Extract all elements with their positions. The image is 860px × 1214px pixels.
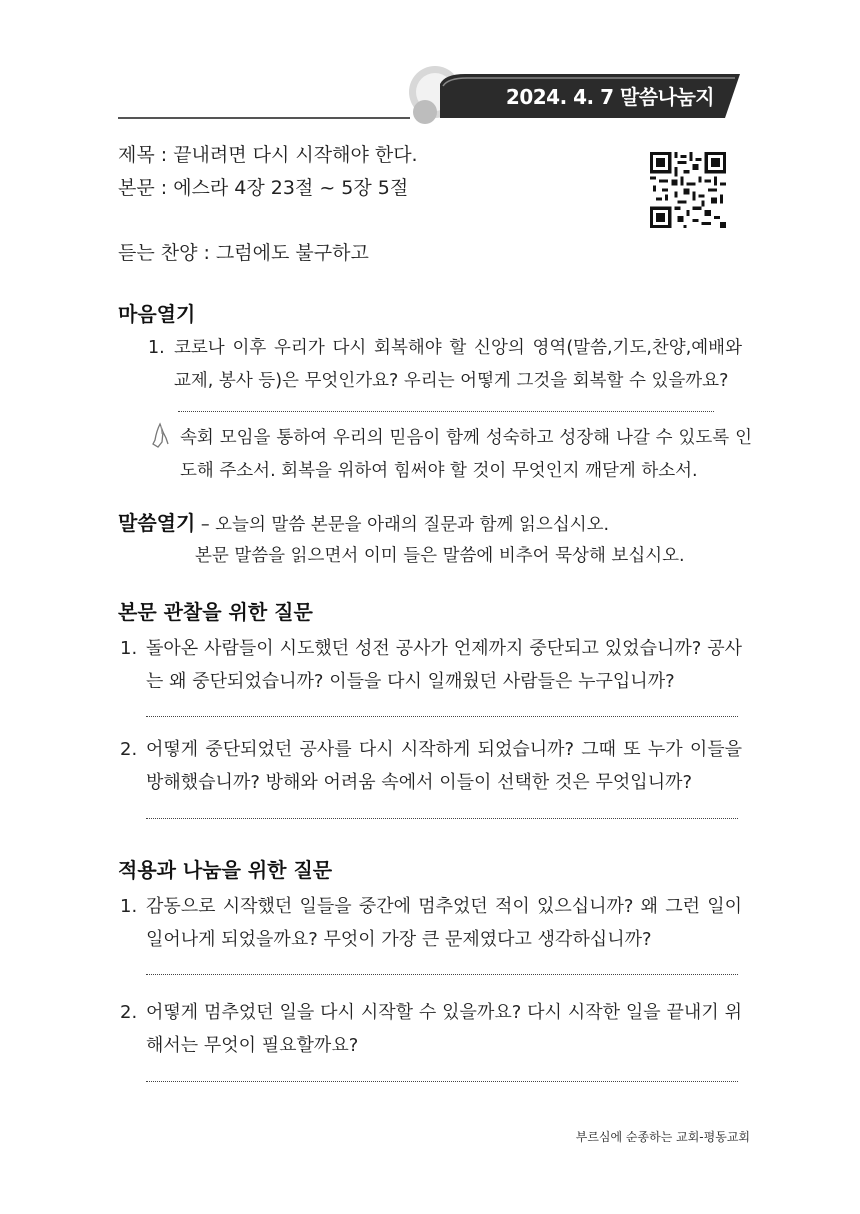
word-section	[118, 507, 609, 536]
qr-code[interactable]	[650, 152, 726, 228]
question-text: 어떻게 중단되었던 공사를 다시 시작하게 되었습니까? 그때 또 누가 이들을 방해했습니까? 방해와 어려움 속에서 이들이 선택한 것은 무엇입니까?	[146, 739, 742, 793]
question-number: 1.	[148, 338, 165, 358]
question-text: 감동으로 시작했던 일들을 중간에 멈추었던 적이 있으십니까? 왜 그런 일이 일어나게 되었을까요? 무엇이 가장 큰 문제였다고 생각하십니까?	[146, 896, 742, 950]
question-number: 2.	[120, 1002, 138, 1023]
opening-question-1	[148, 332, 742, 398]
sermon-title: 제목 : 끝내려면 다시 시작해야 한다.	[118, 144, 418, 166]
answer-line	[146, 716, 738, 717]
application-question-2	[120, 996, 742, 1062]
footer-church-name: 부르심에 순종하는 교회-평동교회	[575, 1130, 750, 1144]
observation-question-2	[120, 733, 742, 799]
answer-line	[146, 974, 738, 975]
answer-line	[146, 1081, 738, 1082]
opening-prayer	[180, 422, 752, 488]
hymn-line: 듣는 찬양 : 그럼에도 불구하고	[118, 242, 369, 264]
header-divider	[118, 117, 410, 119]
observation-question-1	[120, 632, 742, 698]
word-instruction-2: 본문 말씀을 읽으면서 이미 들은 말씀에 비추어 묵상해 보십시오.	[195, 546, 685, 566]
application-heading: 적용과 나눔을 위한 질문	[118, 858, 333, 882]
qr-code-icon	[650, 152, 726, 228]
answer-line	[146, 818, 738, 819]
question-text: 돌아온 사람들이 시도했던 성전 공사가 언제까지 중단되고 있었습니까? 공사는 왜 중단되었습니까? 이들을 다시 일깨웠던 사람들은 누구입니까?	[146, 638, 742, 692]
word-instruction-1: – 오늘의 말씀 본문을 아래의 질문과 함께 읽으십시오.	[195, 515, 610, 535]
prayer-text: 속회 모임을 통하여 우리의 믿음이 함께 성숙하고 성장해 나갈 수 있도록 인도해 주소서. 회복을 위하여 힘써야 할 것이 무엇인지 깨닫게 하소서.	[180, 428, 752, 481]
application-question-1	[120, 890, 742, 956]
header-date: 2024. 4. 7 말씀나눔지	[505, 85, 715, 109]
observation-heading: 본문 관찰을 위한 질문	[118, 600, 313, 624]
header-banner	[395, 62, 745, 126]
praying-hands-graphic	[150, 422, 174, 450]
scripture-reference: 본문 : 에스라 4장 23절 ~ 5장 5절	[118, 177, 409, 199]
question-number: 1.	[120, 638, 138, 659]
opening-heading: 마음열기	[118, 302, 196, 326]
word-heading: 말씀열기	[118, 511, 196, 535]
praying-hands-icon	[150, 422, 174, 450]
question-number: 1.	[120, 896, 138, 917]
answer-line	[178, 411, 714, 412]
question-text: 코로나 이후 우리가 다시 회복해야 할 신앙의 영역(말씀,기도,찬양,예배와 교제, 봉사 등)은 무엇인가요? 우리는 어떻게 그것을 회복할 수 있을까요?	[174, 338, 742, 391]
question-text: 어떻게 멈추었던 일을 다시 시작할 수 있을까요? 다시 시작한 일을 끝내기 위해서는 무엇이 필요할까요?	[146, 1002, 742, 1056]
question-number: 2.	[120, 739, 138, 760]
